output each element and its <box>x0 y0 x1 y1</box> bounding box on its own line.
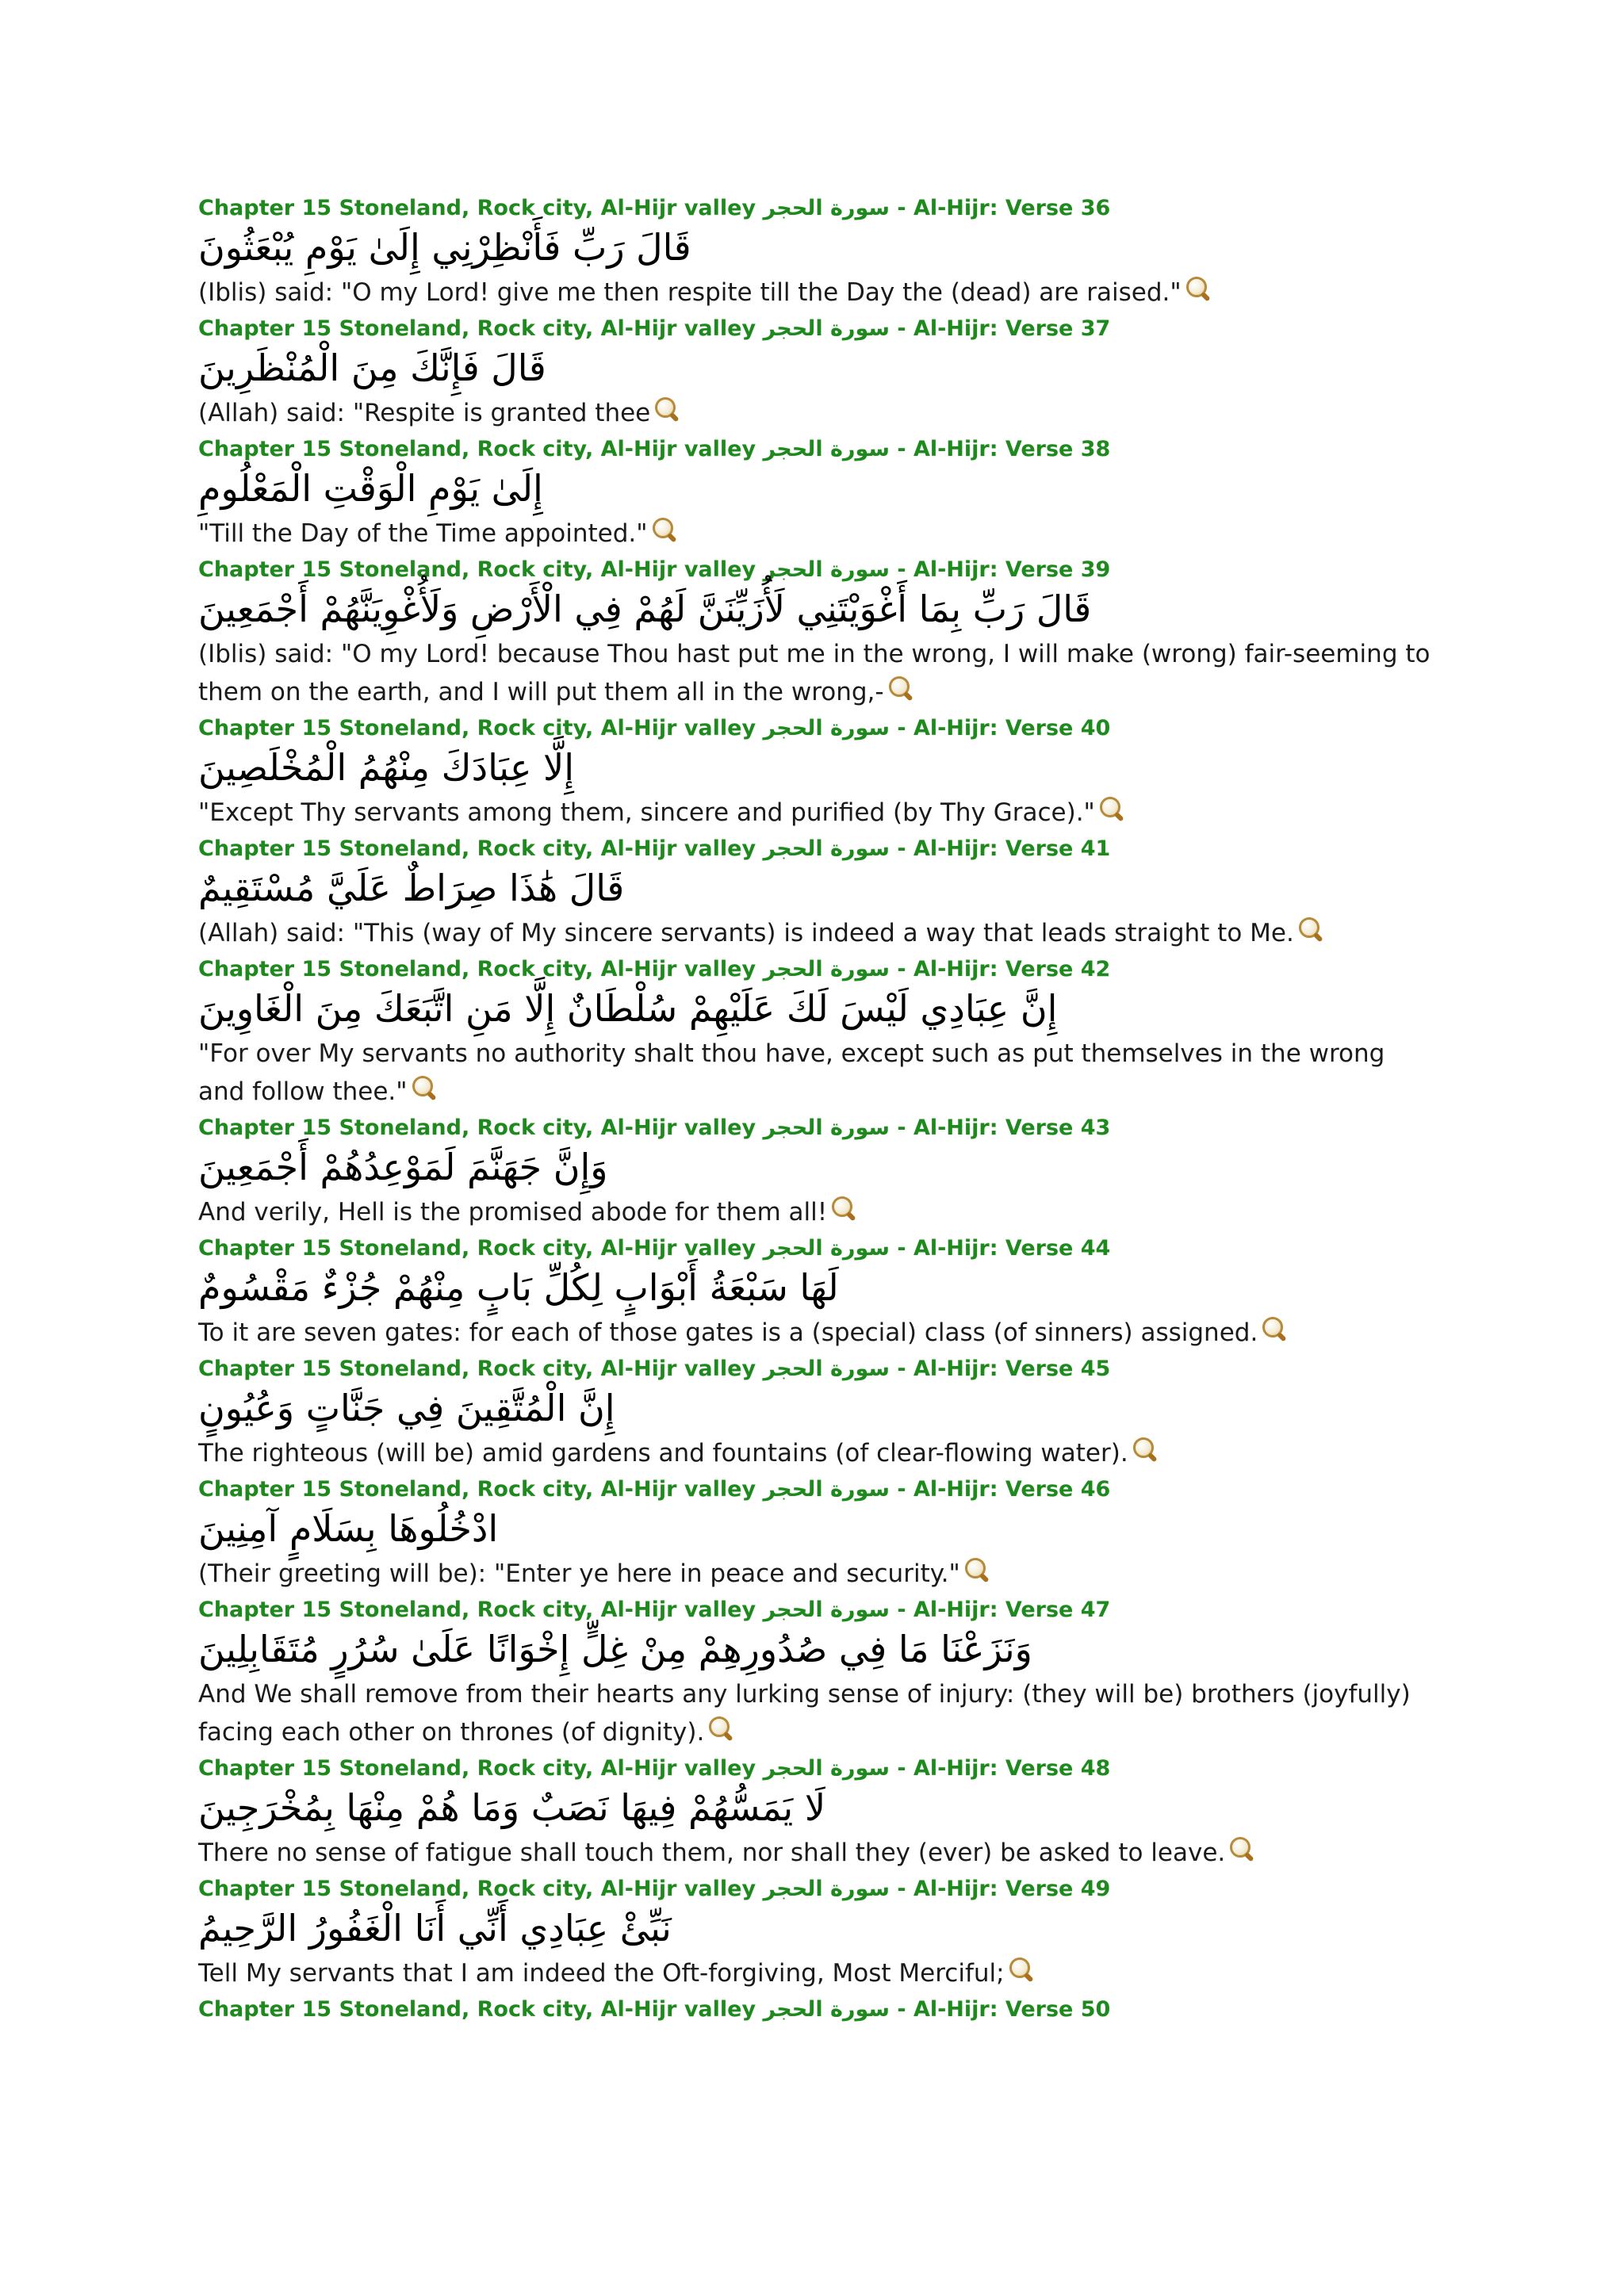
translation-content: The righteous (will be) amid gardens and fountains (of clear-flowing water). <box>198 1439 1128 1468</box>
verse-heading[interactable] <box>198 1475 1435 1504</box>
heading-surah-arabic: سورة الحجر <box>763 836 890 861</box>
heading-verse-label: - Al-Hijr: Verse <box>889 1756 1081 1781</box>
heading-verse-label: - Al-Hijr: Verse <box>889 1997 1081 2022</box>
translation-text <box>198 1434 1435 1472</box>
heading-surah-arabic: سورة الحجر <box>763 1236 890 1261</box>
translation-text <box>198 1314 1435 1352</box>
heading-surah-arabic: سورة الحجر <box>763 1997 890 2022</box>
verse-block-37 <box>198 315 1435 432</box>
heading-surah-arabic: سورة الحجر <box>763 437 890 461</box>
heading-surah-arabic: سورة الحجر <box>763 716 890 740</box>
heading-chapter: Chapter 15 Stoneland, Rock city, Al-Hijr valley <box>198 1997 756 2022</box>
heading-chapter: Chapter 15 Stoneland, Rock city, Al-Hijr valley <box>198 1877 756 1901</box>
verse-block-48 <box>198 1755 1435 1872</box>
verse-list <box>198 194 1435 2024</box>
translation-text <box>198 914 1435 952</box>
heading-chapter: Chapter 15 Stoneland, Rock city, Al-Hijr valley <box>198 836 756 861</box>
heading-verse-number: 48 <box>1080 1756 1111 1781</box>
arabic-row <box>198 743 1435 792</box>
arabic-text: إِنَّ عِبَادِي لَيْسَ لَكَ عَلَيْهِمْ سُلْطَانٌ إِلَّا مَنِ اتَّبَعَكَ مِنَ الْغَاوِينَ <box>198 987 1058 1030</box>
translation-text <box>198 1035 1435 1111</box>
heading-chapter: Chapter 15 Stoneland, Rock city, Al-Hijr valley <box>198 1756 756 1781</box>
translation-content: And verily, Hell is the promised abode for them all! <box>198 1198 828 1226</box>
verse-heading[interactable] <box>198 1234 1435 1263</box>
heading-chapter: Chapter 15 Stoneland, Rock city, Al-Hijr valley <box>198 437 756 461</box>
heading-verse-label: - Al-Hijr: Verse <box>889 1877 1081 1901</box>
heading-verse <box>890 1357 1110 1381</box>
magnifier-icon[interactable] <box>707 1716 736 1743</box>
heading-chapter: Chapter 15 Stoneland, Rock city, Al-Hijr valley <box>198 1115 756 1140</box>
heading-verse-label: - Al-Hijr: Verse <box>889 1236 1081 1261</box>
arabic-text: نَبِّئْ عِبَادِي أَنِّي أَنَا الْغَفُورُ الرَّحِيمُ <box>198 1907 672 1950</box>
heading-verse-label: - Al-Hijr: Verse <box>889 716 1081 740</box>
arabic-text: لَهَا سَبْعَةُ أَبْوَابٍ لِكُلِّ بَابٍ مِنْهُمْ جُزْءٌ مَقْسُومٌ <box>198 1266 839 1309</box>
heading-verse <box>890 437 1110 461</box>
verse-heading[interactable] <box>198 835 1435 863</box>
heading-verse-number: 45 <box>1080 1357 1111 1381</box>
heading-verse-number: 47 <box>1080 1598 1111 1622</box>
heading-verse-number: 50 <box>1080 1997 1111 2022</box>
magnifier-icon[interactable] <box>651 518 680 545</box>
translation-content: Tell My servants that I am indeed the Oft-forgiving, Most Merciful; <box>198 1959 1005 1988</box>
heading-verse-label: - Al-Hijr: Verse <box>889 1477 1081 1502</box>
heading-chapter: Chapter 15 Stoneland, Rock city, Al-Hijr valley <box>198 1357 756 1381</box>
heading-verse <box>890 716 1110 740</box>
translation-text <box>198 274 1435 312</box>
magnifier-icon[interactable] <box>1261 1317 1289 1344</box>
translation-content: (Iblis) said: "O my Lord! give me then respite till the Day the (dead) are raised." <box>198 278 1182 307</box>
heading-verse-number: 38 <box>1080 437 1111 461</box>
arabic-row <box>198 223 1435 272</box>
heading-verse <box>890 196 1110 220</box>
heading-chapter: Chapter 15 Stoneland, Rock city, Al-Hijr valley <box>198 557 756 582</box>
arabic-text: إِنَّ الْمُتَّقِينَ فِي جَنَّاتٍ وَعُيُونٍ <box>198 1387 615 1429</box>
heading-verse-label: - Al-Hijr: Verse <box>889 957 1081 982</box>
magnifier-icon[interactable] <box>963 1558 992 1585</box>
heading-verse-label: - Al-Hijr: Verse <box>889 1598 1081 1622</box>
verses-container <box>198 194 1435 1992</box>
heading-verse-number: 37 <box>1080 316 1111 341</box>
heading-chapter: Chapter 15 Stoneland, Rock city, Al-Hijr valley <box>198 1598 756 1622</box>
arabic-row <box>198 1624 1435 1674</box>
heading-verse-number: 41 <box>1080 836 1111 861</box>
heading-verse <box>890 1598 1110 1622</box>
verse-heading[interactable] <box>198 556 1435 584</box>
arabic-row <box>198 343 1435 392</box>
magnifier-icon[interactable] <box>411 1076 439 1103</box>
arabic-row <box>198 464 1435 513</box>
translation-content: (Allah) said: "This (way of My sincere servants) is indeed a way that leads straight to Me. <box>198 919 1294 947</box>
verse-heading[interactable] <box>198 955 1435 984</box>
verse-heading[interactable] <box>198 194 1435 223</box>
heading-verse <box>890 1236 1110 1261</box>
heading-chapter: Chapter 15 Stoneland, Rock city, Al-Hijr valley <box>198 957 756 982</box>
heading-verse-label: - Al-Hijr: Verse <box>889 836 1081 861</box>
arabic-text: وَإِنَّ جَهَنَّمَ لَمَوْعِدُهُمْ أَجْمَعِينَ <box>198 1146 608 1188</box>
arabic-row <box>198 1263 1435 1312</box>
verse-block-43 <box>198 1114 1435 1231</box>
magnifier-icon[interactable] <box>830 1196 859 1223</box>
verse-block-39 <box>198 556 1435 711</box>
heading-surah-arabic: سورة الحجر <box>763 1357 890 1381</box>
heading-surah-arabic: سورة الحجر <box>763 316 890 341</box>
arabic-text: قَالَ رَبِّ فَأَنْظِرْنِي إِلَىٰ يَوْمِ يُبْعَثُونَ <box>198 226 691 269</box>
verse-block-49 <box>198 1875 1435 1992</box>
verse-block-46 <box>198 1475 1435 1593</box>
heading-verse <box>890 1756 1110 1781</box>
translation-text <box>198 1954 1435 1992</box>
heading-surah-arabic: سورة الحجر <box>763 557 890 582</box>
heading-verse <box>890 957 1110 982</box>
heading-verse-number: 46 <box>1080 1477 1111 1502</box>
arabic-row <box>198 984 1435 1033</box>
heading-verse-number: 49 <box>1080 1877 1111 1901</box>
verse-block-36 <box>198 194 1435 312</box>
heading-surah-arabic: سورة الحجر <box>763 196 890 220</box>
translation-content: "Till the Day of the Time appointed." <box>198 519 648 548</box>
translation-content: "For over My servants no authority shalt thou have, except such as put themselves in the wrong and follow thee." <box>198 1039 1385 1106</box>
heading-verse-label: - Al-Hijr: Verse <box>889 557 1081 582</box>
heading-verse-label: - Al-Hijr: Verse <box>889 316 1081 341</box>
verse-heading[interactable] <box>198 435 1435 464</box>
heading-chapter: Chapter 15 Stoneland, Rock city, Al-Hijr valley <box>198 716 756 740</box>
magnifier-icon[interactable] <box>1228 1837 1257 1864</box>
arabic-text: قَالَ رَبِّ بِمَا أَغْوَيْتَنِي لَأُزَيِّنَنَّ لَهُمْ فِي الْأَرْضِ وَلَأُغْوِيَنَّهُمْ أَجْمَعِينَ <box>198 587 1092 630</box>
arabic-text: لَا يَمَسُّهُمْ فِيهَا نَصَبٌ وَمَا هُمْ مِنْهَا بِمُخْرَجِينَ <box>198 1786 826 1829</box>
verse-heading[interactable] <box>198 714 1435 743</box>
translation-text <box>198 394 1435 432</box>
heading-verse-number: 42 <box>1080 957 1111 982</box>
verse-block-40 <box>198 714 1435 832</box>
translation-text <box>198 1834 1435 1872</box>
arabic-row <box>198 1504 1435 1553</box>
arabic-text: قَالَ هَٰذَا صِرَاطٌ عَلَيَّ مُسْتَقِيمٌ <box>198 867 625 909</box>
heading-chapter: Chapter 15 Stoneland, Rock city, Al-Hijr valley <box>198 196 756 220</box>
verse-heading[interactable] <box>198 1355 1435 1383</box>
translation-content: (Their greeting will be): "Enter ye here in peace and security." <box>198 1559 960 1588</box>
magnifier-icon[interactable] <box>1297 917 1326 944</box>
heading-surah-arabic: سورة الحجر <box>763 1877 890 1901</box>
heading-surah-arabic: سورة الحجر <box>763 1115 890 1140</box>
magnifier-icon[interactable] <box>1098 797 1127 824</box>
verse-heading[interactable] <box>198 1596 1435 1624</box>
heading-verse <box>890 316 1110 341</box>
verse-block-44 <box>198 1234 1435 1352</box>
heading-verse-number: 39 <box>1080 557 1111 582</box>
heading-surah-arabic: سورة الحجر <box>763 957 890 982</box>
verse-block-42 <box>198 955 1435 1111</box>
arabic-text: إِلَىٰ يَوْمِ الْوَقْتِ الْمَعْلُومِ <box>198 467 543 510</box>
heading-verse <box>890 1477 1110 1502</box>
arabic-text: قَالَ فَإِنَّكَ مِنَ الْمُنْظَرِينَ <box>198 346 546 389</box>
heading-chapter: Chapter 15 Stoneland, Rock city, Al-Hijr valley <box>198 1477 756 1502</box>
translation-text <box>198 1675 1435 1751</box>
magnifier-icon[interactable] <box>1132 1437 1160 1464</box>
translation-content: (Allah) said: "Respite is granted thee <box>198 399 651 427</box>
arabic-text: إِلَّا عِبَادَكَ مِنْهُمُ الْمُخْلَصِينَ <box>198 746 575 789</box>
magnifier-icon[interactable] <box>1185 277 1213 304</box>
verse-block-41 <box>198 835 1435 952</box>
arabic-row <box>198 584 1435 633</box>
arabic-row <box>198 1904 1435 1953</box>
translation-text <box>198 635 1435 711</box>
arabic-text: وَنَزَعْنَا مَا فِي صُدُورِهِمْ مِنْ غِلٍّ إِخْوَانًا عَلَىٰ سُرُرٍ مُتَقَابِلِينَ <box>198 1628 1032 1670</box>
heading-verse <box>890 1115 1110 1140</box>
heading-surah-arabic: سورة الحجر <box>763 1598 890 1622</box>
translation-text <box>198 515 1435 553</box>
heading-verse-number: 43 <box>1080 1115 1111 1140</box>
arabic-row <box>198 863 1435 913</box>
arabic-row <box>198 1783 1435 1832</box>
magnifier-icon[interactable] <box>887 676 916 703</box>
translation-content: "Except Thy servants among them, sincere and purified (by Thy Grace)." <box>198 798 1095 827</box>
heading-surah-arabic: سورة الحجر <box>763 1756 890 1781</box>
heading-verse-number: 36 <box>1080 196 1111 220</box>
verse-heading[interactable] <box>198 1755 1435 1783</box>
verse-heading[interactable] <box>198 315 1435 343</box>
verse-block-47 <box>198 1596 1435 1751</box>
verse-block-45 <box>198 1355 1435 1472</box>
verse-heading-last[interactable] <box>198 1996 1435 2024</box>
verse-block-38 <box>198 435 1435 553</box>
heading-surah-arabic: سورة الحجر <box>763 1477 890 1502</box>
heading-verse-number: 40 <box>1080 716 1111 740</box>
arabic-row <box>198 1383 1435 1433</box>
heading-chapter: Chapter 15 Stoneland, Rock city, Al-Hijr valley <box>198 1236 756 1261</box>
heading-verse-number: 44 <box>1080 1236 1111 1261</box>
magnifier-icon[interactable] <box>1008 1957 1036 1984</box>
translation-content: To it are seven gates: for each of those gates is a (special) class (of sinners) assigned. <box>198 1318 1258 1347</box>
translation-content: There no sense of fatigue shall touch them, nor shall they (ever) be asked to leave. <box>198 1839 1226 1867</box>
heading-verse-label: - Al-Hijr: Verse <box>889 1357 1081 1381</box>
verse-heading[interactable] <box>198 1875 1435 1904</box>
arabic-text: ادْخُلُوهَا بِسَلَامٍ آمِنِينَ <box>198 1507 499 1550</box>
translation-content: And We shall remove from their hearts any lurking sense of injury: (they will be) brothers (joyfully) facing each other on thrones (of dignity). <box>198 1680 1411 1747</box>
translation-content: (Iblis) said: "O my Lord! because Thou hast put me in the wrong, I will make (wrong) fair-seeming to them on the earth, and I will put them all in the wrong,- <box>198 640 1431 706</box>
magnifier-icon[interactable] <box>653 397 682 424</box>
heading-chapter: Chapter 15 Stoneland, Rock city, Al-Hijr valley <box>198 316 756 341</box>
heading-verse-label: - Al-Hijr: Verse <box>889 437 1081 461</box>
translation-text <box>198 1555 1435 1593</box>
heading-verse-label: - Al-Hijr: Verse <box>889 1115 1081 1140</box>
heading-verse <box>890 557 1110 582</box>
arabic-row <box>198 1142 1435 1192</box>
heading-verse <box>890 836 1110 861</box>
heading-verse <box>890 1877 1110 1901</box>
translation-text <box>198 794 1435 832</box>
heading-verse-label: - Al-Hijr: Verse <box>889 196 1081 220</box>
translation-text <box>198 1193 1435 1231</box>
verse-heading[interactable] <box>198 1114 1435 1142</box>
